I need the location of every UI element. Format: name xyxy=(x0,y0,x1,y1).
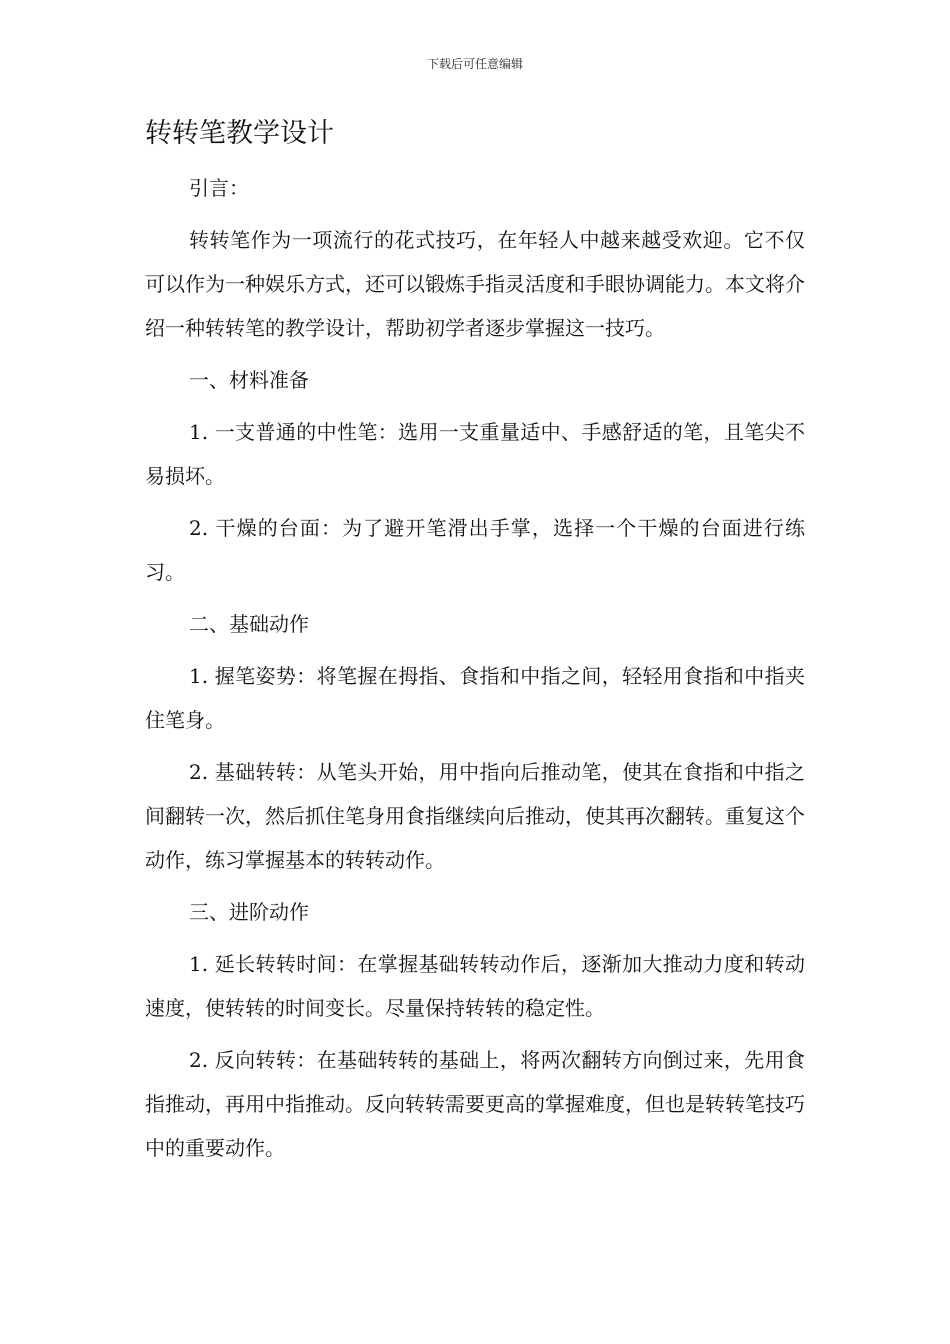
materials-item-1: 1. 一支普通的中性笔：选用一支重量适中、手感舒适的笔，且笔尖不易损坏。 xyxy=(145,420,805,488)
section-heading-materials: 一、材料准备 xyxy=(189,368,309,392)
document-body xyxy=(145,166,805,1178)
materials-item-2: 2. 干燥的台面：为了避开笔滑出手掌，选择一个干燥的台面进行练习。 xyxy=(145,516,805,584)
section-heading-advanced: 三、进阶动作 xyxy=(189,900,309,924)
advanced-item-1: 1. 延长转转时间：在掌握基础转转动作后，逐渐加大推动力度和转动速度，使转转的时间变长。尽量保持转转的稳定性。 xyxy=(145,952,805,1020)
basics-item-1: 1. 握笔姿势：将笔握在拇指、食指和中指之间，轻轻用食指和中指夹住笔身。 xyxy=(145,664,805,732)
intro-paragraph: 转转笔作为一项流行的花式技巧，在年轻人中越来越受欢迎。它不仅可以作为一种娱乐方式，还可以锻炼手指灵活度和手眼协调能力。本文将介绍一种转转笔的教学设计，帮助初学者逐步掌握这一技巧。 xyxy=(145,228,805,340)
section-heading-basics: 二、基础动作 xyxy=(189,612,309,636)
page-header-note: 下载后可任意编辑 xyxy=(426,57,523,71)
basics-item-2: 2. 基础转转：从笔头开始，用中指向后推动笔，使其在食指和中指之间翻转一次，然后抓住笔身用食指继续向后推动，使其再次翻转。重复这个动作，练习掌握基本的转转动作。 xyxy=(145,760,805,872)
advanced-item-2: 2. 反向转转：在基础转转的基础上，将两次翻转方向倒过来，先用食指推动，再用中指推动。反向转转需要更高的掌握难度，但也是转转笔技巧中的重要动作。 xyxy=(145,1048,805,1160)
document-title: 转转笔教学设计 xyxy=(145,118,334,149)
intro-label: 引言： xyxy=(189,176,249,200)
